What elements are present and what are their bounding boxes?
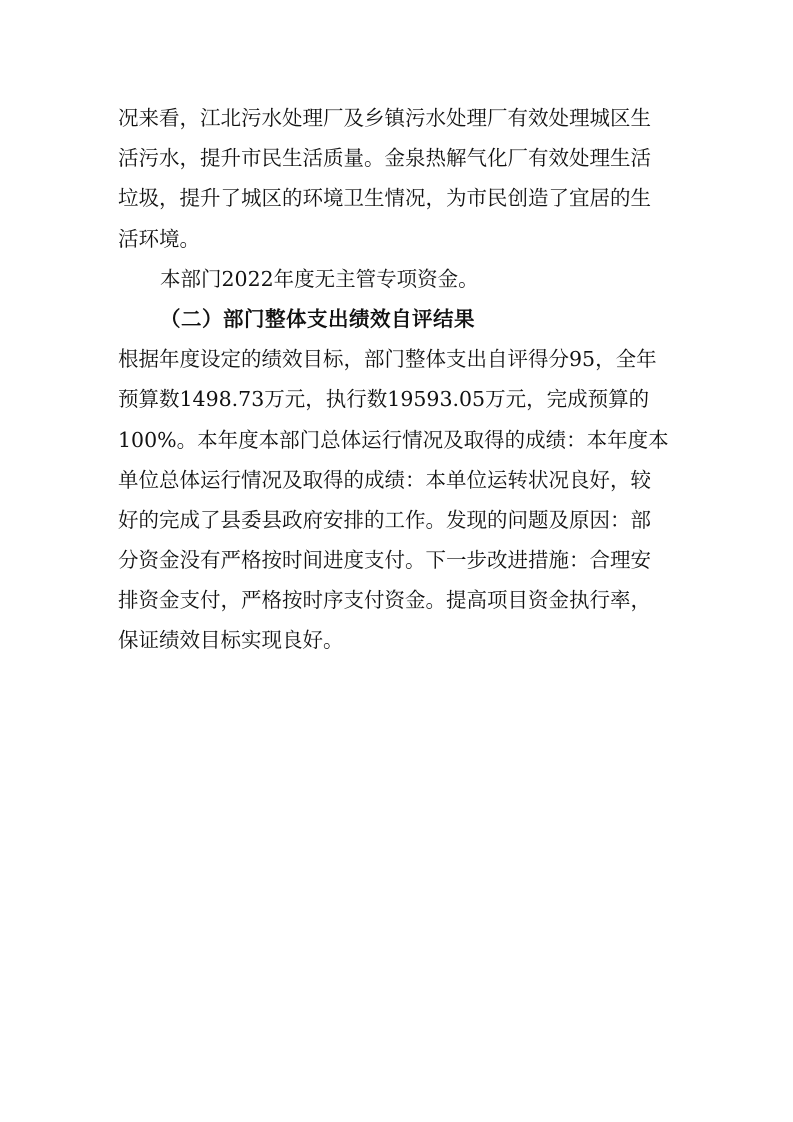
- text-line: 单位总体运行情况及取得的成绩：本单位运转状况良好，较: [118, 467, 651, 492]
- text-line: 本部门2022年度无主管专项资金。: [160, 266, 479, 291]
- paragraph-special-funds: [118, 259, 686, 299]
- text-line: 保证绩效目标实现良好。: [118, 628, 344, 653]
- paragraph-environment: [118, 98, 686, 259]
- section-heading: [118, 299, 686, 339]
- text-line: 活环境。: [118, 226, 200, 251]
- text-line: 活污水，提升市民生活质量。金泉热解气化厂有效处理生活: [118, 146, 651, 171]
- text-line: 垃圾，提升了城区的环境卫生情况，为市民创造了宜居的生: [118, 186, 651, 211]
- heading-text: （二）部门整体支出绩效自评结果: [160, 306, 475, 331]
- document-body: [118, 98, 686, 661]
- text-line: 根据年度设定的绩效目标，部门整体支出自评得分95，全年: [118, 347, 657, 372]
- text-line: 排资金支付，严格按时序支付资金。提高项目资金执行率，: [118, 588, 651, 613]
- text-line: 100%。本年度本部门总体运行情况及取得的成绩：本年度本: [118, 427, 669, 452]
- text-line: 况来看，江北污水处理厂及乡镇污水处理厂有效处理城区生: [118, 106, 651, 130]
- paragraph-evaluation-results: [118, 339, 686, 661]
- text-line: 好的完成了县委县政府安排的工作。发现的问题及原因：部: [118, 507, 651, 532]
- text-line: 预算数1498.73万元，执行数19593.05万元，完成预算的: [118, 387, 650, 412]
- text-line: 分资金没有严格按时间进度支付。下一步改进措施：合理安: [118, 548, 651, 573]
